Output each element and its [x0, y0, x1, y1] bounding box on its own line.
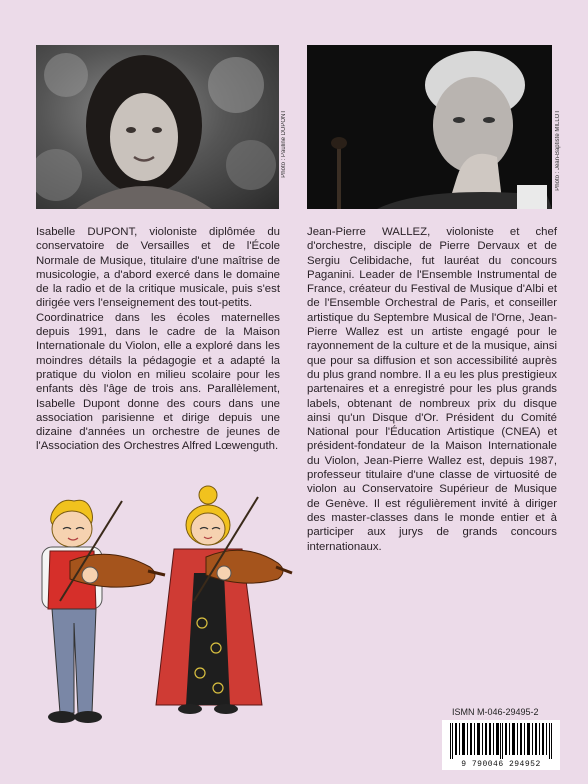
biography-paragraph: Jean-Pierre WALLEZ, violoniste et chef d'orchestre, disciple de Pierre Dervaux et de Sergiu Celibidache, fut lauréat du concours Paganini. Leader de l'Ensemble Instrumental de France, créateur du Festival de Musique d'Albi et de l'Ensemble Orchestral de Paris, et conseiller artistique du Septembre Musical de l'Orne, Jean-Pierre Wallez est un artiste engagé pour le rayonnement de la culture et de la musique, ainsi que pour sa diffusion et son accessibilité auprès du plus grand nombre. Il a eu les plus prestigieux partenaires et a enregistré pour les plus grands labels, obtenant de nombreux prix du disque ainsi qu'un Disque d'Or. Président du Comité National pour l'Éducation Artistique (CNEA) et président-fondateur de la Maison Internationale du Violon, Jean-Pierre Wallez est, depuis 1987, professeur titulaire d'une classe de virtuosité de violon au Conservatoire Supérieur de Musique de Genève. Il est régulièrement invité à diriger des master-classes dans le monde entier et à participer aux jurys de grands concours internationaux. [307, 226, 557, 553]
portrait-woman-image [36, 45, 279, 209]
barcode-digits: 9 790046 294952 [461, 760, 541, 769]
portrait-photo-isabelle-dupont [36, 45, 279, 209]
biography-jean-pierre-wallez [307, 225, 557, 554]
portrait-photo-jean-pierre-wallez [307, 45, 552, 209]
children-violinists-illustration [30, 483, 300, 743]
barcode [442, 720, 560, 770]
biography-paragraph: Coordinatrice dans les écoles maternelles depuis 1991, dans le cadre de la Maison Internationale du Violon, elle a exploré dans les moindres détails la pédagogie et a adapté la pratique du violon en milieu scolaire pour les enfants dès l'âge de trois ans. Parallèlement, Isabelle Dupont donne des cours dans une association parisienne et dirige depuis une dizaine d'années un orchestre de jeunes de l'Association des Orchestres Alfred Lœwenguth. [36, 311, 280, 453]
ismn-label: ISMN M-046-29495-2 [452, 707, 539, 717]
portrait-man-image [307, 45, 552, 209]
girl-violinist-figure [156, 486, 292, 714]
photo-credit-right: Photo : Jean-Baptiste MILLOT [555, 110, 561, 191]
photo-credit-left: Photo : Pauline DUPONT [281, 110, 287, 178]
boy-violinist-figure [42, 500, 165, 723]
biography-paragraph: Isabelle DUPONT, violoniste diplômée du conservatoire de Versailles et de l'École Normale de Musique, titulaire d'une maîtrise de musicologie, a d'abord exercé dans le domaine de la radio et de la critique musicale, puis s'est dirigée vers l'enseignement des tout-petits. [36, 226, 280, 310]
biography-isabelle-dupont [36, 225, 280, 454]
barcode-bars [450, 723, 552, 759]
